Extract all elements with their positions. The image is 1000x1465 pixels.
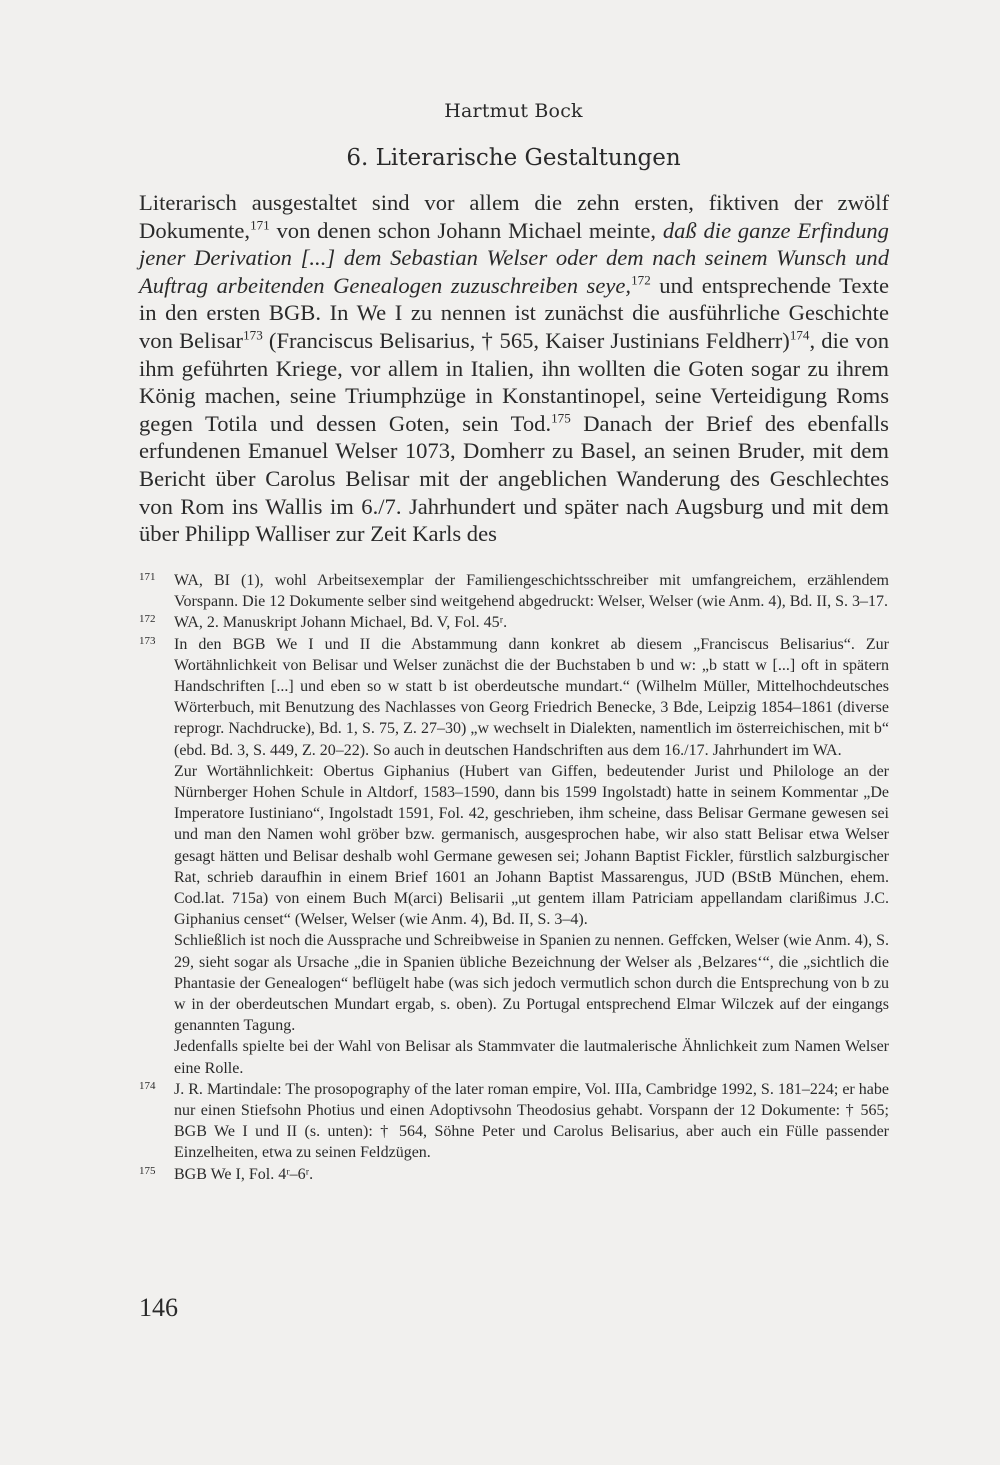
footnote-number: 174 (139, 1079, 156, 1092)
footnote (139, 1164, 889, 1185)
footnote-ref-174[interactable]: 174 (789, 327, 810, 343)
footnote (139, 1079, 889, 1164)
footnote-ref-173[interactable]: 173 (243, 327, 263, 343)
footnote (139, 570, 889, 612)
footnote-text: WA, 2. Manuskript Johann Michael, Bd. V, Fol. 45ʳ. (174, 614, 508, 632)
footnote-ref-171[interactable]: 171 (250, 217, 270, 233)
body-paragraph (139, 189, 889, 548)
running-head: Hartmut Bock (444, 100, 583, 122)
section-title: 6. Literarische Gestaltungen (346, 145, 681, 171)
footnote-text: Zur Wortähnlichkeit: Obertus Giphanius (Hubert van Giffen, bedeutender Jurist und Philologe an der Nürnberger Hohen Schule in Altdorf, 1583–1590, dann bis 1599 Ingolstadt) hatte in seinem Kommentar „De Imperatore Iustiniano“, Ingolstadt 1591, Fol. 42, geschrieben, ihm scheine, dass Belisar Germane gewesen sei und man den Namen wohl gröber bzw. germanisch, ausgesprochen habe, wir also statt Belisar etwa Welser gesagt hätten und Belisar deshalb wohl Germane gewesen sei; Johann Baptist Fickler, fürstlich salzburgischer Rat, schrieb daraufhin in einem Brief 1601 an Johann Baptist Massarengus, JUD (BStB München, ehem. Cod.lat. 715a) von einem Buch M(arci) Belisarii „ut gentem illam Patriciam appellandam clarißimus J.C. Giphanius censet“ (Welser, Welser (wie Anm. 4), Bd. II, S. 3–4). (174, 762, 889, 929)
footnote-text: Jedenfalls spielte bei der Wahl von Belisar als Stammvater die lautmalerische Ähnlichkeit zum Namen Welser eine Rolle. (174, 1038, 889, 1077)
footnote-number: 171 (139, 571, 156, 583)
body-text: (Franciscus Belisarius, † 565, Kaiser Justinians Feldherr) (262, 327, 790, 353)
footnote-text: In den BGB We I und II die Abstammung dann konkret ab diesem „Franciscus Belisarius“. Zur Wortähnlichkeit von Belisar und Welser zunächst die der Buchstaben b und w: „b statt w [...] oft in spätern Handschriften [...] und eben so w statt b ist oberdeutsche mundart.“ (Wilhelm Müller, Mittelhochdeutsches Wörterbuch, mit Benutzung des Nachlasses von Georg Friedrich Benecke, 3 Bde, Leipzig 1854–1861 (diverse reprogr. Nachdrucke), Bd. 1, S. 75, Z. 27–30) „w wechselt in Dialekten, namentlich im österreichischen, mit b“ (ebd. Bd. 3, S. 449, Z. 20–22). So auch in deutschen Handschriften aus dem 16./17. Jahrhundert im WA. (174, 635, 889, 759)
main-text (139, 189, 889, 548)
footnote-ref-172[interactable]: 172 (631, 272, 651, 288)
body-text: Danach der Brief des ebenfalls erfundenen Emanuel Welser 1073, Domherr zu Basel, an seinen Bruder, mit dem Bericht über Carolus Belisar mit der angeblichen Wanderung des Geschlechtes von Rom ins Wallis im 6./7. Jahrhundert und später nach Augsburg und mit dem über Philipp Walliser zur Zeit Karls des (139, 410, 889, 547)
body-text: und entsprechende Texte in den ersten BGB. In We I zu nennen ist zunächst die ausführliche Geschichte von Belisar (139, 272, 889, 353)
footnote-text: WA, BI (1), wohl Arbeitsexemplar der Familiengeschichtsschreiber mit umfangreichem, erzählendem Vorspann. Die 12 Dokumente selber sind weitgehend abgedruckt: Welser, Welser (wie Anm. 4), Bd. II, S. 3–17. (174, 572, 889, 611)
footnote (139, 612, 889, 633)
page-number: 146 (139, 1293, 178, 1322)
footnotes (139, 570, 889, 1185)
body-text: von denen schon Johann Michael meinte, (269, 217, 663, 243)
footnote-ref-175[interactable]: 175 (551, 410, 571, 426)
footnote-number: 175 (139, 1164, 156, 1177)
body-quote: daß die ganze Erfindung jener Derivation [...] dem Sebastian Welser oder dem nach seinem Wunsch und Auftrag arbeitenden Genealogen zuzuschreiben seye, (139, 217, 889, 298)
footnote-text: BGB We I, Fol. 4ʳ–6ʳ. (174, 1165, 314, 1183)
footnote (139, 634, 889, 1079)
footnote-text: J. R. Martindale: The prosopography of the later roman empire, Vol. IIIa, Cambridge 1992, S. 181–224; er habe nur einen Stiefsohn Photius und einen Adoptivsohn Theodosius gehabt. Vorspann der 12 Dokumente: † 565; BGB We I und II (s. unten): † 564, Söhne Peter und Carolus Belisarius, aber auch ein Fülle passender Einzelheiten, etwa zu seinen Feldzügen. (174, 1080, 889, 1162)
body-text: Literarisch ausgestaltet sind vor allem die zehn ersten, fiktiven der zwölf Dokumente, (139, 190, 889, 243)
body-text: , die von ihm geführten Kriege, vor allem in Italien, ihn wollten die Goten sogar zu ihrem König machen, seine Triumphzüge in Konstantinopel, seine Verteidigung Roms gegen Totila und dessen Goten, sein Tod. (139, 327, 889, 436)
footnote-text: Schließlich ist noch die Aussprache und Schreibweise in Spanien zu nennen. Geffcken, Welser (wie Anm. 4), S. 29, sieht sogar als Ursache „die in Spanien übliche Bezeichnung der Welser als ‚Belzares‘“, die „sichtlich die Phantasie der Genealogen“ beflügelt habe (was sich jedoch vermutlich schon durch die Entsprechung von b zu w in der oberdeutschen Mundart ergab, s. oben). Zu Portugal entsprechend Elmar Wilczek auf der eingangs genannten Tagung. (174, 932, 889, 1035)
footnote-number: 173 (139, 634, 156, 647)
footnote-number: 172 (139, 613, 156, 626)
